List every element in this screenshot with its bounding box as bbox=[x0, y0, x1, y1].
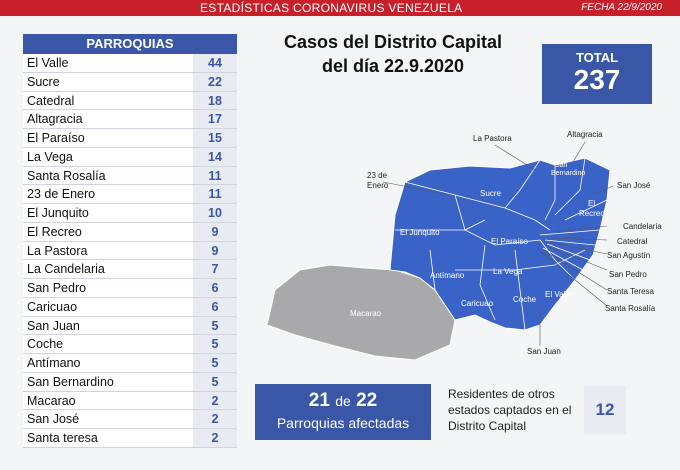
table-row bbox=[23, 335, 237, 354]
district-map bbox=[255, 120, 680, 370]
page-title bbox=[258, 30, 528, 78]
table-row bbox=[23, 129, 237, 148]
top-banner bbox=[0, 0, 680, 16]
table-row bbox=[23, 204, 237, 223]
total-label: TOTAL bbox=[575, 50, 619, 65]
table-row bbox=[23, 223, 237, 242]
parroquia-cases: 15 bbox=[193, 129, 237, 148]
table-row bbox=[23, 392, 237, 411]
affected-connector: de bbox=[335, 393, 351, 409]
parroquia-cases: 5 bbox=[193, 354, 237, 373]
total-card bbox=[542, 44, 652, 104]
parroquia-name: Santa Rosalía bbox=[23, 167, 193, 186]
label-el-paraiso: El Paraíso bbox=[491, 237, 528, 246]
page-title-line2: del día 22.9.2020 bbox=[321, 56, 465, 76]
affected-total: 22 bbox=[356, 390, 378, 411]
parroquia-cases: 17 bbox=[193, 110, 237, 129]
parroquia-name: Altagracia bbox=[23, 110, 193, 129]
label-macarao: Macarao bbox=[350, 309, 382, 318]
banner-date: FECHA 22/9/2020 bbox=[581, 2, 662, 13]
parroquia-name: San José bbox=[23, 410, 193, 429]
parroquia-name: San Bernardino bbox=[23, 373, 193, 392]
parroquia-cases: 44 bbox=[193, 54, 237, 73]
parroquia-cases: 22 bbox=[193, 73, 237, 92]
banner-title: ESTADÍSTICAS CORONAVIRUS VENEZUELA bbox=[200, 1, 463, 15]
total-value: 237 bbox=[573, 64, 621, 95]
affected-card bbox=[255, 384, 431, 440]
parroquia-cases: 10 bbox=[193, 204, 237, 223]
parroquia-name: Sucre bbox=[23, 73, 193, 92]
parroquia-name: Caricuao bbox=[23, 298, 193, 317]
table-row bbox=[23, 148, 237, 167]
affected-count-value: 21 bbox=[308, 390, 330, 411]
parroquia-name: Macarao bbox=[23, 392, 193, 411]
label-san-juan: San Juan bbox=[527, 347, 561, 356]
parroquia-cases: 5 bbox=[193, 317, 237, 336]
parroquia-name: San Juan bbox=[23, 317, 193, 336]
parroquia-name: El Recreo bbox=[23, 223, 193, 242]
label-la-vega: La Vega bbox=[493, 267, 523, 276]
label-la-pastora: La Pastora bbox=[473, 134, 512, 143]
table-row bbox=[23, 260, 237, 279]
residents-text: Residentes de otros estados captados en el Distrito Capital bbox=[448, 387, 572, 433]
parroquia-name: Coche bbox=[23, 335, 193, 354]
parroquia-name: El Paraíso bbox=[23, 129, 193, 148]
label-altagracia: Altagracia bbox=[567, 130, 603, 139]
parroquia-cases: 18 bbox=[193, 92, 237, 111]
label-antimano: Antímano bbox=[430, 271, 465, 280]
table-row bbox=[23, 373, 237, 392]
parroquia-cases: 6 bbox=[193, 298, 237, 317]
affected-label: Parroquias afectadas bbox=[276, 415, 410, 431]
label-coche: Coche bbox=[513, 295, 537, 304]
parroquia-name: San Pedro bbox=[23, 279, 193, 298]
parroquia-name: Catedral bbox=[23, 92, 193, 111]
table-row bbox=[23, 92, 237, 111]
page-title-line1: Casos del Distrito Capital bbox=[283, 32, 503, 52]
label-caricuao: Caricuao bbox=[461, 299, 494, 308]
table-row bbox=[23, 429, 237, 448]
parroquias-header: PARROQUIAS bbox=[23, 34, 237, 54]
parroquia-cases: 2 bbox=[193, 429, 237, 448]
label-san-agustin: San Agustín bbox=[607, 251, 651, 260]
label-el-recreo: El Recreo bbox=[579, 199, 605, 218]
residents-value: 12 bbox=[584, 386, 626, 434]
label-san-jose: San José bbox=[617, 181, 651, 190]
parroquia-cases: 11 bbox=[193, 167, 237, 186]
label-23-enero: 23 de Enero bbox=[367, 171, 389, 190]
table-row bbox=[23, 167, 237, 186]
parroquia-cases: 2 bbox=[193, 392, 237, 411]
parroquia-cases: 2 bbox=[193, 410, 237, 429]
label-el-valle: El Valle bbox=[545, 290, 572, 299]
label-candelaria: Candelaria bbox=[623, 222, 662, 231]
label-santa-rosalia: Santa Rosalía bbox=[605, 304, 656, 313]
label-catedral: Catedral bbox=[617, 237, 648, 246]
parroquia-name: El Junquito bbox=[23, 204, 193, 223]
table-row bbox=[23, 354, 237, 373]
parroquias-rows bbox=[23, 54, 237, 448]
parroquia-cases: 7 bbox=[193, 260, 237, 279]
parroquia-name: El Valle bbox=[23, 54, 193, 73]
table-row bbox=[23, 73, 237, 92]
parroquias-table bbox=[23, 34, 237, 448]
table-row bbox=[23, 242, 237, 261]
table-row bbox=[23, 185, 237, 204]
table-row bbox=[23, 54, 237, 73]
parroquia-name: Santa teresa bbox=[23, 429, 193, 448]
parroquia-cases: 6 bbox=[193, 279, 237, 298]
label-san-bernardino: San Bernardino bbox=[551, 162, 586, 177]
parroquia-name: La Pastora bbox=[23, 242, 193, 261]
parroquia-name: Antímano bbox=[23, 354, 193, 373]
table-row bbox=[23, 317, 237, 336]
parroquia-cases: 14 bbox=[193, 148, 237, 167]
table-row bbox=[23, 410, 237, 429]
table-row bbox=[23, 110, 237, 129]
parroquia-cases: 5 bbox=[193, 335, 237, 354]
table-row bbox=[23, 279, 237, 298]
label-el-junquito: El Junquito bbox=[400, 228, 440, 237]
label-santa-teresa: Santa Teresa bbox=[607, 287, 654, 296]
parroquia-name: La Vega bbox=[23, 148, 193, 167]
table-row bbox=[23, 298, 237, 317]
label-san-pedro: San Pedro bbox=[609, 270, 647, 279]
label-sucre: Sucre bbox=[480, 189, 501, 198]
parroquia-cases: 9 bbox=[193, 223, 237, 242]
parroquia-cases: 9 bbox=[193, 242, 237, 261]
parroquia-cases: 11 bbox=[193, 185, 237, 204]
parroquia-cases: 5 bbox=[193, 373, 237, 392]
parroquia-name: 23 de Enero bbox=[23, 185, 193, 204]
parroquia-name: La Candelaria bbox=[23, 260, 193, 279]
affected-count bbox=[255, 390, 431, 412]
